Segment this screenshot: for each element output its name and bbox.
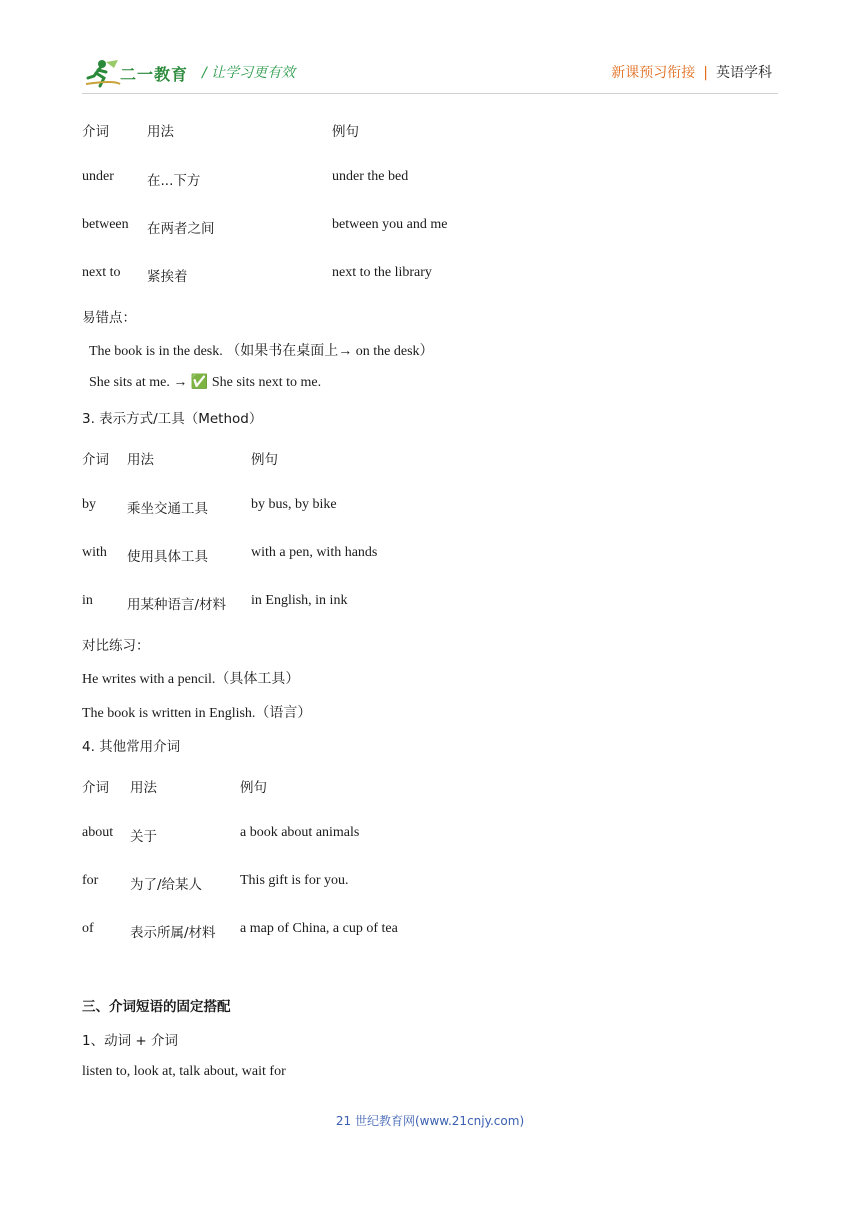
table-cell: under xyxy=(82,169,114,184)
table-cell: next to xyxy=(82,265,121,280)
contrast-line: He writes with a pencil.（具体工具） xyxy=(82,672,300,687)
part-3-heading: 三、介词短语的固定搭配 xyxy=(82,999,231,1015)
table-cell: with xyxy=(82,545,107,560)
table-header-example: 例句 xyxy=(251,452,278,468)
table-cell: 使用具体工具 xyxy=(127,549,208,565)
table-cell: of xyxy=(82,921,94,936)
table-cell: a book about animals xyxy=(240,825,360,840)
mistakes-title: 易错点： xyxy=(82,310,136,326)
part-3-examples: listen to, look at, talk about, wait for xyxy=(82,1064,286,1079)
table-cell: about xyxy=(82,825,114,840)
header-separator: | xyxy=(703,65,708,81)
section-4-title: 4. 其他常用介词 xyxy=(82,739,181,755)
header-course-title: 新课预习衔接 xyxy=(611,65,696,81)
table-cell: 在...下方 xyxy=(147,173,201,189)
contrast-title: 对比练习： xyxy=(82,638,150,654)
contrast-line: The book is written in English.（语言） xyxy=(82,706,312,721)
table-cell: in English, in ink xyxy=(251,593,348,608)
table-cell: for xyxy=(82,873,99,888)
table-header-prep: 介词 xyxy=(82,452,109,468)
part-3-subheading: 1、动词 + 介词 xyxy=(82,1033,178,1049)
table-cell: 关于 xyxy=(130,829,157,845)
page-footer: 21 世纪教育网(www.21cnjy.com) xyxy=(335,1114,525,1128)
table-cell: 为了/给某人 xyxy=(130,877,203,893)
mistake-line: The book is in the desk. （如果书在桌面上→ on the desk） xyxy=(89,344,434,359)
header-right xyxy=(611,62,772,82)
section-3-title: 3. 表示方式/工具（Method） xyxy=(82,411,263,427)
table-header-usage: 用法 xyxy=(147,124,174,140)
header-subject: 英语学科 xyxy=(716,65,772,81)
header-slogan: / 让学习更有效 xyxy=(202,65,296,81)
table-cell: between you and me xyxy=(332,217,448,232)
table-header-prep: 介词 xyxy=(82,124,109,140)
table-cell: 在两者之间 xyxy=(147,221,215,237)
table-cell: with a pen, with hands xyxy=(251,545,378,560)
table-header-example: 例句 xyxy=(240,780,267,796)
table-cell: by xyxy=(82,497,96,512)
table-cell: 表示所属/材料 xyxy=(130,925,216,941)
table-header-usage: 用法 xyxy=(127,452,154,468)
page-header xyxy=(0,0,860,100)
mistake-line: She sits at me. → ✅ She sits next to me. xyxy=(89,375,322,390)
table-header-example: 例句 xyxy=(332,124,359,140)
table-cell: between xyxy=(82,217,129,232)
table-cell: in xyxy=(82,593,93,608)
table-cell: 紧挨着 xyxy=(147,269,188,285)
table-header-prep: 介词 xyxy=(82,780,109,796)
table-cell: This gift is for you. xyxy=(240,873,349,888)
table-cell: next to the library xyxy=(332,265,432,280)
table-header-usage: 用法 xyxy=(130,780,157,796)
table-cell: under the bed xyxy=(332,169,409,184)
header-divider xyxy=(82,93,778,94)
logo-text: 二一教育 xyxy=(120,65,189,84)
table-cell: 用某种语言/材料 xyxy=(127,597,227,613)
table-cell: a map of China, a cup of tea xyxy=(240,921,398,936)
table-cell: by bus, by bike xyxy=(251,497,337,512)
table-cell: 乘坐交通工具 xyxy=(127,501,208,517)
